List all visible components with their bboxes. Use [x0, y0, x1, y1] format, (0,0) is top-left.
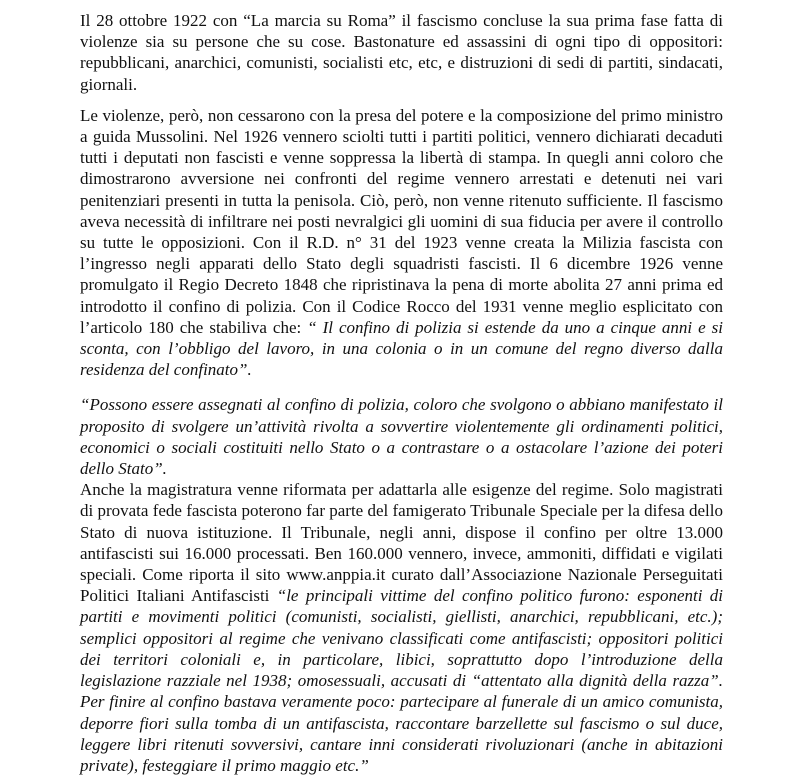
paragraph-marcia-su-roma	[80, 10, 723, 95]
quote-confino-polizia: “Possono essere assegnati al confino di polizia, coloro che svolgono o abbiano manifestato il proposito di svolgere un’attività rivolta a sovvertire violentemente gli ordinamenti politici, economici o sociali costituiti nello Stato o a contrastare o a ostacolare l’azione dei poteri dello Stato”.	[80, 395, 723, 479]
paragraph-quote-confino	[80, 394, 723, 479]
paragraph-violenze	[80, 105, 723, 381]
paragraph-text: Il 28 ottobre 1922 con “La marcia su Roma” il fascismo concluse la sua prima fase fatta di violenze sia su persone che su cose. Bastonature ed assassini di ogni tipo di oppositori: repubblicani, anarchici, comunisti, socialisti etc, etc, e distruzioni di sedi di partiti, sindacati, giornali.	[80, 11, 723, 94]
quote-anppia: “le principali vittime del confino politico furono: esponenti di partiti e movimenti politici (comunisti, socialisti, giellisti, anarchici, repubblicani, etc.); semplici oppositori al regime che venivano classificati come antifascisti; oppositori politici dei territori coloniali e, in particolare, libici, soprattutto dopo l’introduzione della legislazione razziale nel 1938; omosessuali, accusati di “attentato alla dignità della razza”. Per finire al confino bastava veramente poco: partecipare al funerale di un amico comunista, deporre fiori sulla tomba di un antifascista, raccontare barzellette sul fascismo o sul duce, leggere libri ritenuti sovversivi, cantare inni considerati rivoluzionari (anche in abitazioni private), festeggiare il primo maggio etc.”	[80, 586, 724, 775]
paragraph-text: Le violenze, però, non cessarono con la presa del potere e la composizione del primo ministro a guida Mussolini. Nel 1926 vennero sciolti tutti i partiti politici, vennero dichiarati decaduti tutti i deputati non fascisti e venne soppressa la libertà di stampa. In quegli anni coloro che dimostrarono avversione nei confronti del regime vennero arrestati e detenuti nei vari penitenziari presenti in tutta la penisola. Ciò, però, non venne ritenuto sufficiente. Il fascismo aveva necessità di infiltrare nei posti nevralgici gli uomini di sua fiducia per avere il controllo su tutte le opposizioni. Con il R.D. n° 31 del 1923 venne creata la Milizia fascista con l’ingresso negli apparati dello Stato degli squadristi fascisti. Il 6 dicembre 1926 venne promulgato il Regio Decreto 1848 che ripristinava la pena di morte abolita 27 anni prima ed introdotto il confino di polizia. Con il Codice Rocco del 1931 venne meglio esplicitato con l’articolo 180 che stabiliva che:	[80, 105, 723, 337]
quote-article-180: “ Il confino di polizia si estende da uno a cinque anni e si sconta, con l’obbligo del lavoro, in una colonia o in un comune del regno diverso dalla residenza del confinato”.	[80, 317, 723, 380]
paragraph-text: Anche la magistratura venne riformata per adattarla alle esigenze del regime. Solo magistrati di provata fede fascista poterono far parte del famigerato Tribunale Speciale per la difesa dello Stato di nuova istituzione. Il Tribunale, negli anni, dispose il confino per oltre 13.000 antifascisti sui 16.000 processati. Ben 160.000 vennero, invece, ammoniti, diffidati e vigilati speciali. Come riporta il sito www.anppia.it curato dall’Associazione Nazionale Perseguitati Politici Italiani Antifascisti	[80, 480, 723, 606]
document-page	[80, 10, 723, 776]
paragraph-magistratura	[80, 479, 723, 776]
